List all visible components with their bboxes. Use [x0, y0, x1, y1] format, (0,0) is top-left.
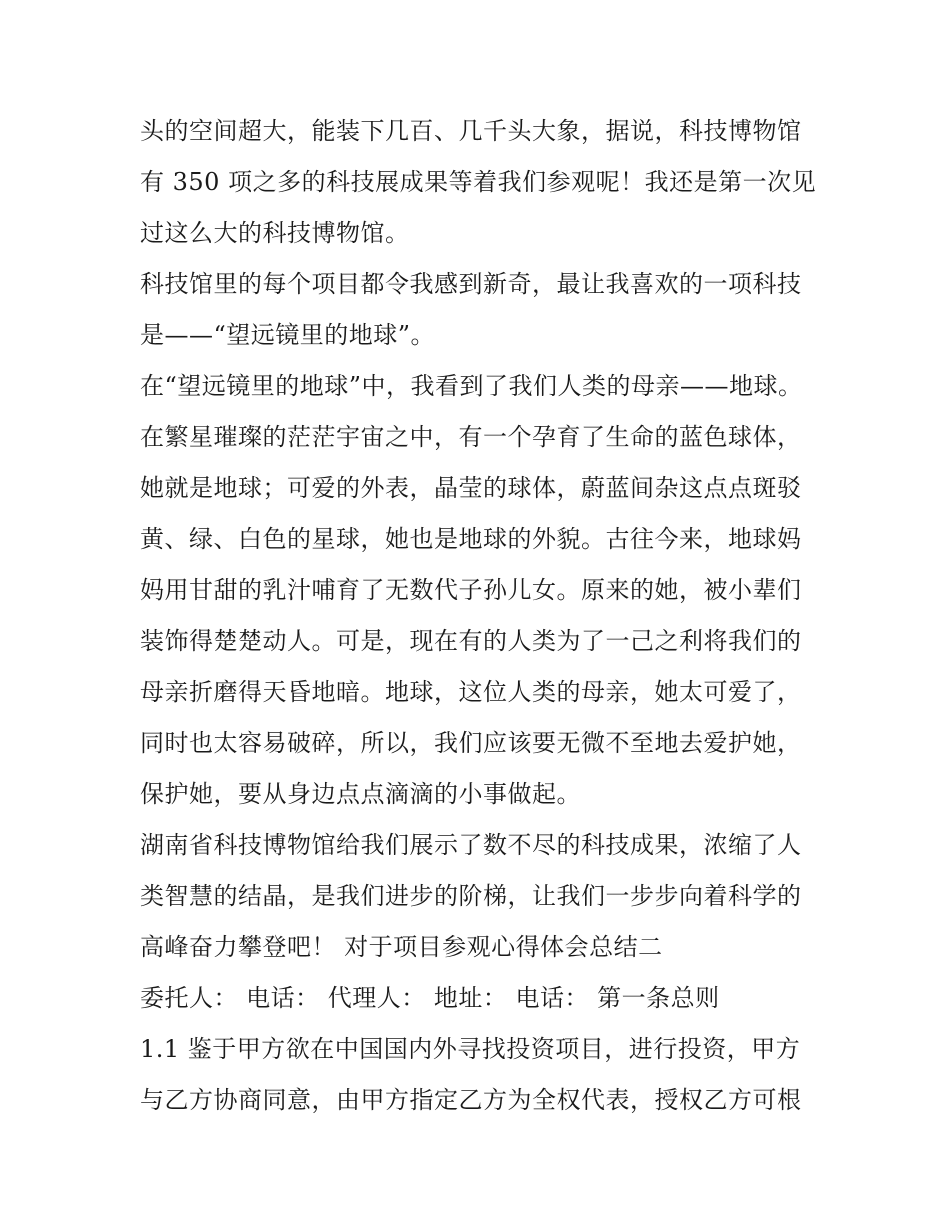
text-line: 类智慧的结晶，是我们进步的阶梯，让我们一步步向着科学的	[140, 882, 802, 910]
text-line: 在“望远镜里的地球”中，我看到了我们人类的母亲——地球。	[140, 372, 803, 400]
text-line: 是——“望远镜里的地球”。	[140, 321, 436, 349]
text-line: 妈用甘甜的乳汁哺育了无数代子孙儿女。原来的她，被小辈们	[140, 576, 802, 604]
text-line: 过这么大的科技博物馆。	[140, 219, 410, 247]
document-body	[140, 106, 820, 1126]
text-line: 头的空间超大，能装下几百、几千头大象，据说，科技博物馆	[140, 117, 802, 145]
text-line: 委托人： 电话： 代理人： 地址： 电话： 第一条总则	[140, 984, 720, 1012]
text-line: 与乙方协商同意，由甲方指定乙方为全权代表，授权乙方可根	[140, 1086, 802, 1114]
text-line: 有 350 项之多的科技展成果等着我们参观呢！我还是第一次见	[140, 168, 817, 196]
text-line: 母亲折磨得天昏地暗。地球，这位人类的母亲，她太可爱了，	[140, 678, 802, 706]
text-line: 她就是地球；可爱的外表，晶莹的球体，蔚蓝间杂这点点斑驳	[140, 474, 802, 502]
text-line: 黄、绿、白色的星球，她也是地球的外貌。古往今来，地球妈	[140, 525, 802, 553]
text-line: 保护她，要从身边点点滴滴的小事做起。	[140, 780, 581, 808]
text-line: 在繁星璀璨的茫茫宇宙之中，有一个孕育了生命的蓝色球体，	[140, 423, 802, 451]
text-line: 科技馆里的每个项目都令我感到新奇，最让我喜欢的一项科技	[140, 270, 802, 298]
text-line: 高峰奋力攀登吧！ 对于项目参观心得体会总结二	[140, 933, 663, 961]
text-line: 湖南省科技博物馆给我们展示了数不尽的科技成果，浓缩了人	[140, 831, 802, 859]
text-line: 同时也太容易破碎，所以，我们应该要无微不至地去爱护她，	[140, 729, 802, 757]
text-line: 1.1 鉴于甲方欲在中国国内外寻找投资项目，进行投资，甲方	[140, 1035, 801, 1063]
text-line: 装饰得楚楚动人。可是，现在有的人类为了一己之利将我们的	[140, 627, 802, 655]
